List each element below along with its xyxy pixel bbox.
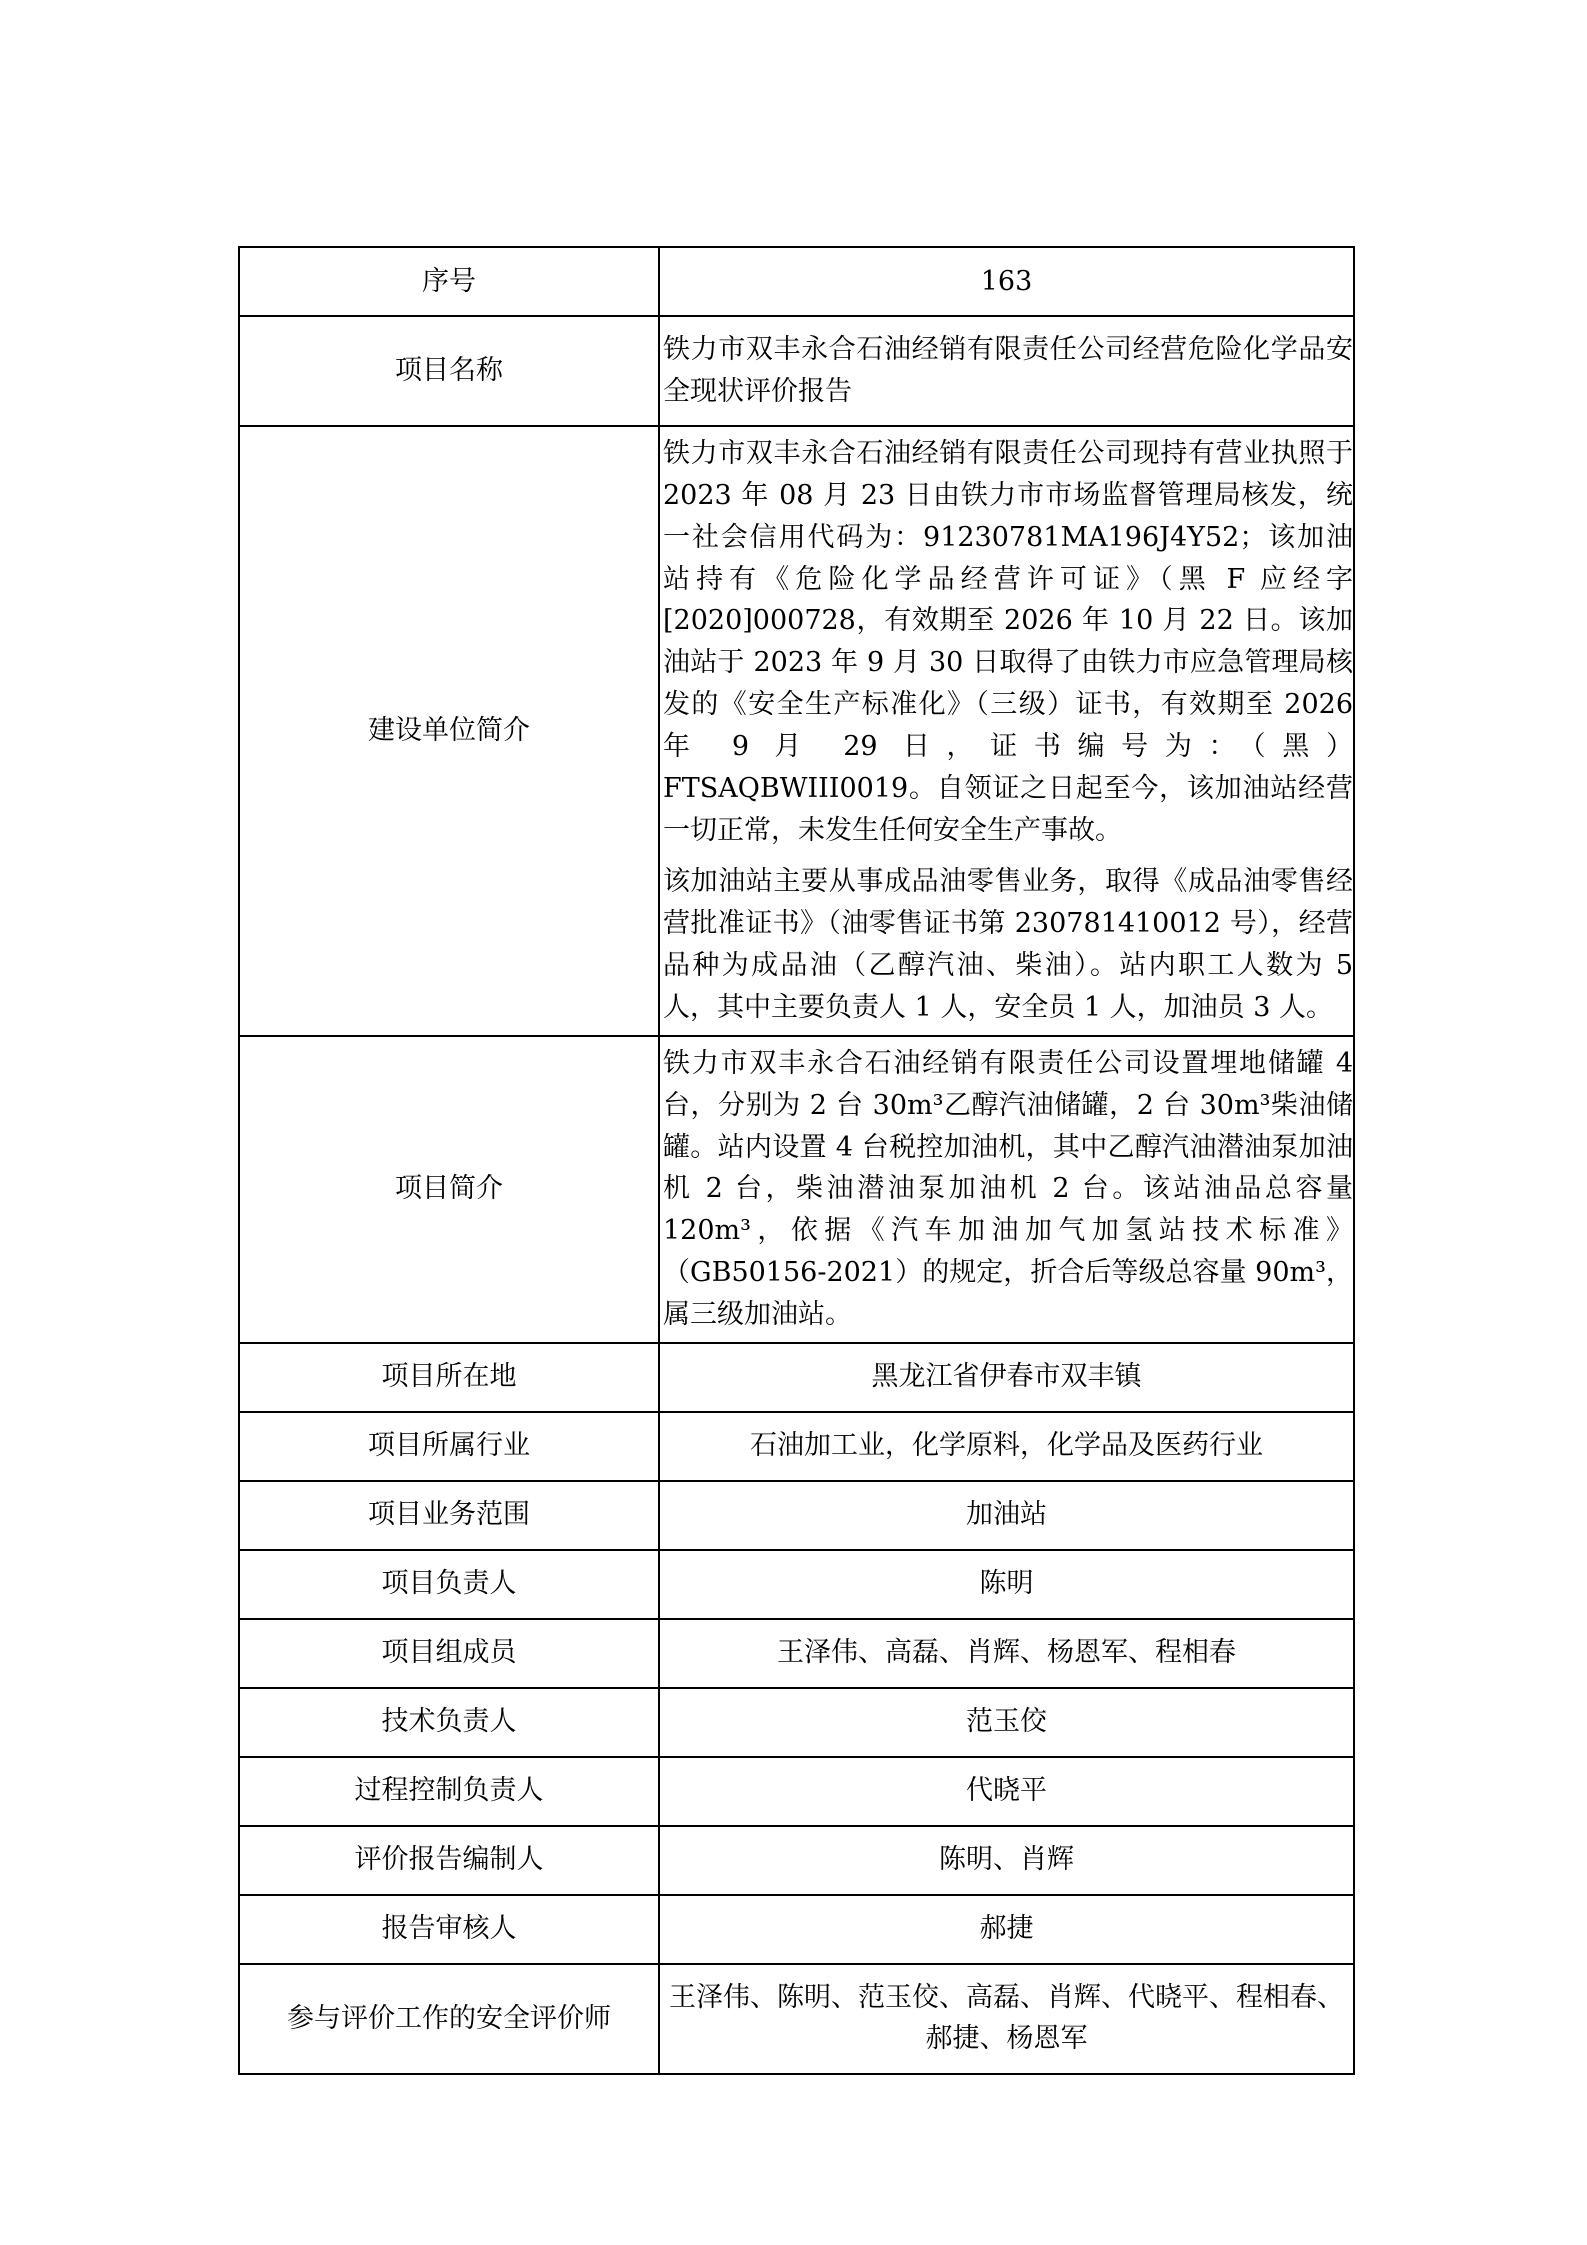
row-value-company-intro bbox=[659, 426, 1354, 1036]
table-row bbox=[239, 316, 1354, 426]
row-label-process-control-leader: 过程控制负责人 bbox=[239, 1757, 659, 1826]
project-info-table bbox=[238, 246, 1355, 2075]
row-label-project-intro: 项目简介 bbox=[239, 1036, 659, 1343]
row-value-team-members: 王泽伟、高磊、肖辉、杨恩军、程相春 bbox=[659, 1619, 1354, 1688]
row-value-project-location: 黑龙江省伊春市双丰镇 bbox=[659, 1343, 1354, 1412]
row-label-company-intro: 建设单位简介 bbox=[239, 426, 659, 1036]
table-row bbox=[239, 1895, 1354, 1964]
row-label-project-location: 项目所在地 bbox=[239, 1343, 659, 1412]
table-row bbox=[239, 1688, 1354, 1757]
table-row bbox=[239, 426, 1354, 1036]
row-value-process-control-leader: 代晓平 bbox=[659, 1757, 1354, 1826]
table-row bbox=[239, 247, 1354, 316]
row-label-project-name: 项目名称 bbox=[239, 316, 659, 426]
table-row bbox=[239, 1036, 1354, 1343]
company-intro-paragraph-1: 铁力市双丰永合石油经销有限责任公司现持有营业执照于 2023 年 08 月 23 日由铁力市市场监督管理局核发，统一社会信用代码为：91230781MA196J4Y52；该加油站持有《危险化学品经营许可证》（黑 F 应经字[2020]000728，有效期至 2026 年 10 月 22 日。该加油站于 2023 年 9 月 30 日取得了由铁力市应急管理局核发的《安全生产标准化》（三级）证书，有效期至 2026 年 9 月 29 日，证书编号为：（黑）FTSAQBWIII0019。自领证之日起至今，该加油站经营一切正常，未发生任何安全生产事故。 bbox=[663, 438, 1353, 846]
row-value-project-intro bbox=[659, 1036, 1354, 1343]
row-value-safety-evaluators: 王泽伟、陈明、范玉佼、高磊、肖辉、代晓平、程相春、郝捷、杨恩军 bbox=[659, 1964, 1354, 2074]
row-value-project-name: 铁力市双丰永合石油经销有限责任公司经营危险化学品安全现状评价报告 bbox=[659, 316, 1354, 426]
row-value-industry: 石油加工业，化学原料，化学品及医药行业 bbox=[659, 1412, 1354, 1481]
company-intro-paragraph-2: 该加油站主要从事成品油零售业务，取得《成品油零售经营批准证书》（油零售证书第 230781410012 号），经营品种为成品油（乙醇汽油、柴油）。站内职工人数为 5 人，其中主要负责人 1 人，安全员 1 人，加油员 3 人。 bbox=[663, 866, 1353, 1023]
table-row bbox=[239, 1412, 1354, 1481]
row-value-report-reviewer: 郝捷 bbox=[659, 1895, 1354, 1964]
row-label-business-scope: 项目业务范围 bbox=[239, 1481, 659, 1550]
table-row bbox=[239, 1481, 1354, 1550]
project-intro-paragraph: 铁力市双丰永合石油经销有限责任公司设置埋地储罐 4 台，分别为 2 台 30m³乙醇汽油储罐，2 台 30m³柴油储罐。站内设置 4 台税控加油机，其中乙醇汽油潜油泵加油机 2 台，柴油潜油泵加油机 2 台。该站油品总容量 120m³，依据《汽车加油加气加氢站技术标准》（GB50156-2021）的规定，折合后等级总容量 90m³，属三级加油站。 bbox=[663, 1047, 1353, 1330]
row-label-serial-number: 序号 bbox=[239, 247, 659, 316]
row-value-serial-number: 163 bbox=[659, 247, 1354, 316]
row-label-industry: 项目所属行业 bbox=[239, 1412, 659, 1481]
row-label-technical-leader: 技术负责人 bbox=[239, 1688, 659, 1757]
row-label-team-members: 项目组成员 bbox=[239, 1619, 659, 1688]
row-value-technical-leader: 范玉佼 bbox=[659, 1688, 1354, 1757]
table-row bbox=[239, 1826, 1354, 1895]
row-value-project-leader: 陈明 bbox=[659, 1550, 1354, 1619]
row-label-project-leader: 项目负责人 bbox=[239, 1550, 659, 1619]
table-row bbox=[239, 1343, 1354, 1412]
row-value-report-author: 陈明、肖辉 bbox=[659, 1826, 1354, 1895]
row-label-safety-evaluators: 参与评价工作的安全评价师 bbox=[239, 1964, 659, 2074]
row-label-report-reviewer: 报告审核人 bbox=[239, 1895, 659, 1964]
table-row bbox=[239, 1550, 1354, 1619]
row-value-business-scope: 加油站 bbox=[659, 1481, 1354, 1550]
table-row bbox=[239, 1619, 1354, 1688]
table-row bbox=[239, 1757, 1354, 1826]
row-label-report-author: 评价报告编制人 bbox=[239, 1826, 659, 1895]
table-row bbox=[239, 1964, 1354, 2074]
